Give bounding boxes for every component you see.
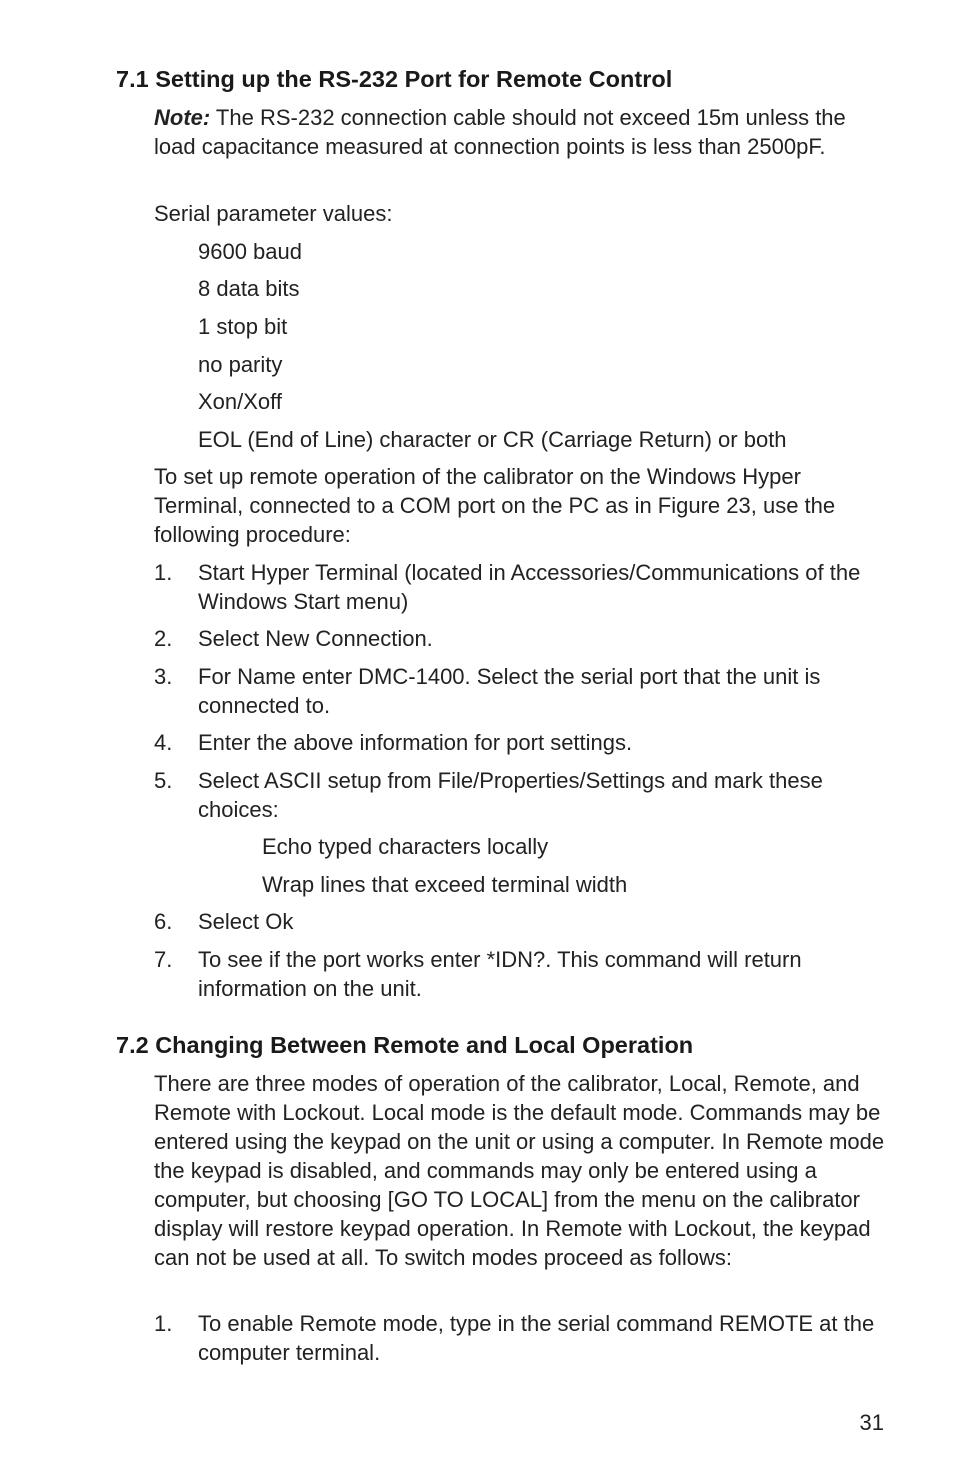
list-item-number: 1. bbox=[154, 1311, 173, 1336]
serial-param-stop-bit: 1 stop bit bbox=[198, 314, 288, 339]
setup-intro: To set up remote operation of the calibrator on the Windows Hyper Terminal, connected to a COM port on the PC as in Figure 23, use the following procedure: bbox=[154, 464, 836, 547]
note-label: Note: bbox=[154, 105, 211, 130]
list-item-text: To see if the port works enter *IDN?. This command will return information on the unit. bbox=[198, 947, 802, 1001]
list-item bbox=[154, 728, 889, 757]
list-item bbox=[154, 624, 889, 653]
list-item-number: 2. bbox=[154, 626, 173, 651]
list-item-number: 5. bbox=[154, 768, 173, 793]
list-item bbox=[154, 907, 889, 936]
list-item-text: To enable Remote mode, type in the serial command REMOTE at the computer terminal. bbox=[198, 1311, 875, 1365]
serial-param-parity: no parity bbox=[198, 352, 283, 377]
ascii-choice-wrap: Wrap lines that exceed terminal width bbox=[262, 872, 628, 897]
serial-param-flow-control: Xon/Xoff bbox=[198, 389, 282, 414]
list-item-text: Enter the above information for port settings. bbox=[198, 730, 633, 755]
list-item bbox=[154, 766, 889, 824]
list-item-number: 1. bbox=[154, 560, 173, 585]
list-item bbox=[154, 1309, 889, 1367]
serial-param-eol: EOL (End of Line) character or CR (Carriage Return) or both bbox=[198, 427, 787, 452]
list-item-text: Start Hyper Terminal (located in Accessories/Communications of the Windows Start menu) bbox=[198, 560, 861, 614]
section-7-2-heading: 7.2 Changing Between Remote and Local Operation bbox=[116, 1032, 694, 1058]
serial-param-data-bits: 8 data bits bbox=[198, 276, 300, 301]
serial-params-intro: Serial parameter values: bbox=[154, 201, 393, 226]
list-item-number: 4. bbox=[154, 730, 173, 755]
list-item-text: For Name enter DMC-1400. Select the serial port that the unit is connected to. bbox=[198, 664, 821, 718]
list-item-number: 7. bbox=[154, 947, 173, 972]
ascii-choice-echo: Echo typed characters locally bbox=[262, 834, 549, 859]
list-item-text: Select New Connection. bbox=[198, 626, 433, 651]
list-item-number: 3. bbox=[154, 664, 173, 689]
list-item bbox=[154, 558, 889, 616]
list-item-text: Select ASCII setup from File/Properties/Settings and mark these choices: bbox=[198, 768, 823, 822]
list-item-text: Select Ok bbox=[198, 909, 294, 934]
list-item bbox=[154, 945, 889, 1003]
list-item-number: 6. bbox=[154, 909, 173, 934]
list-item bbox=[154, 662, 889, 720]
page-number: 31 bbox=[859, 1410, 884, 1435]
note-text: The RS-232 connection cable should not exceed 15m unless the load capacitance measured at connection points is less than 2500pF. bbox=[154, 105, 846, 159]
section-7-1-heading: 7.1 Setting up the RS-232 Port for Remote Control bbox=[116, 66, 673, 92]
serial-param-baud: 9600 baud bbox=[198, 239, 302, 264]
modes-paragraph: There are three modes of operation of the calibrator, Local, Remote, and Remote with Lockout. Local mode is the default mode. Commands may be entered using the keypad on the unit or using a computer. In Remote mode the keypad is disabled, and commands may only be entered using a computer, but choosing [GO TO LOCAL] from the menu on the calibrator display will restore keypad operation. In Remote with Lockout, the keypad can not be used at all. To switch modes proceed as follows: bbox=[154, 1071, 885, 1270]
note-paragraph bbox=[154, 103, 889, 161]
